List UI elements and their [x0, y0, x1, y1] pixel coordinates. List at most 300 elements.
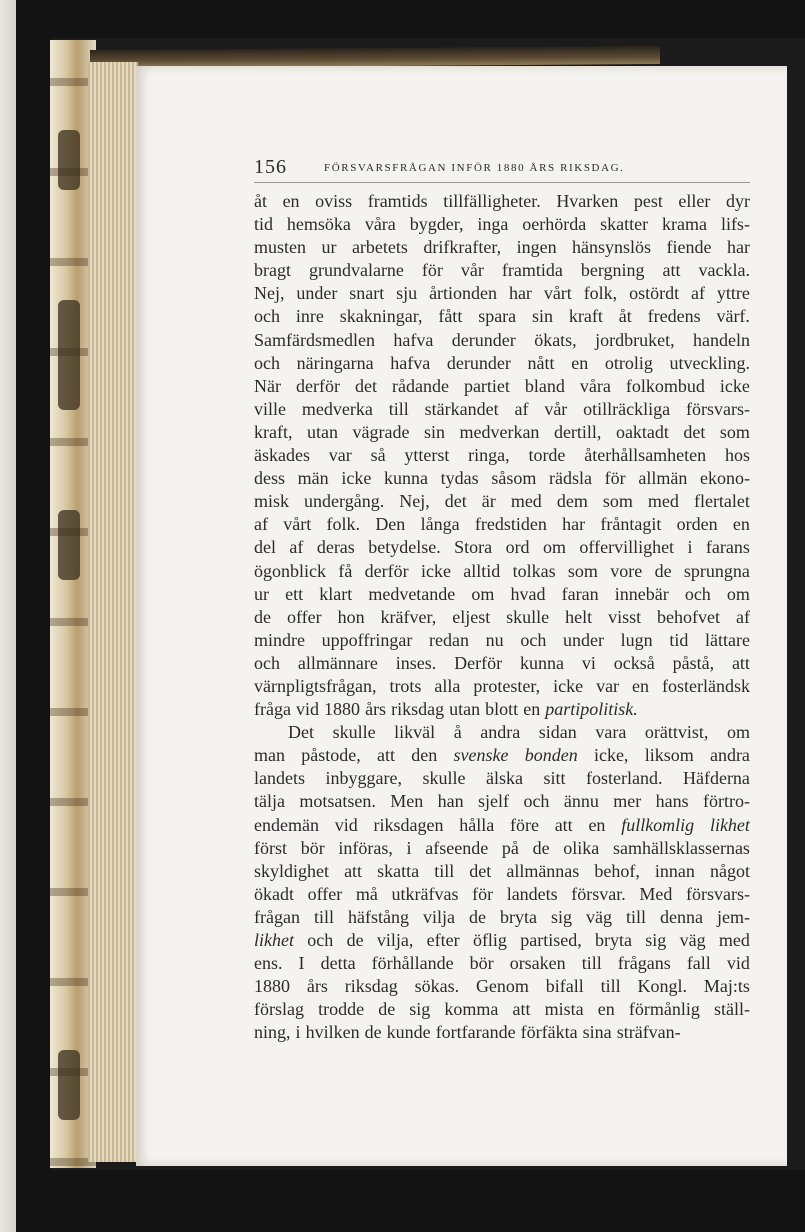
word: och — [254, 652, 280, 673]
word: folk, — [583, 283, 618, 304]
word: vid — [726, 953, 750, 974]
word: har — [562, 514, 586, 535]
word: icke — [719, 375, 750, 396]
word: vi — [581, 652, 596, 673]
word: redan — [429, 629, 469, 650]
word: partised, — [520, 930, 582, 950]
text-line — [254, 952, 750, 975]
word: vårt — [283, 514, 312, 535]
word: påstå, — [672, 652, 715, 673]
word: ord — [505, 537, 530, 558]
word: trodde — [318, 999, 365, 1020]
word: tydas — [440, 468, 479, 489]
word: icke — [553, 675, 584, 696]
word: drifkrafter, — [423, 237, 502, 258]
word: före — [509, 814, 539, 835]
word: de — [378, 999, 396, 1020]
word: värnpligtsfrågan, — [254, 675, 377, 696]
word: sin — [423, 421, 445, 442]
word: bifall — [545, 976, 584, 997]
word: i — [295, 1022, 301, 1043]
word: de — [346, 930, 364, 950]
word: har — [508, 283, 532, 304]
word: fredstiden — [474, 514, 547, 535]
word: så — [370, 445, 386, 466]
word: till — [581, 953, 602, 974]
word: misk — [254, 491, 290, 512]
word: afseende — [425, 837, 489, 858]
word: ställ- — [713, 999, 750, 1020]
word: å — [453, 722, 462, 743]
word: sin — [532, 306, 554, 327]
text-line — [254, 305, 750, 328]
word: allmän — [638, 468, 688, 489]
word: kunde — [386, 1022, 431, 1043]
word: oerhörda — [522, 214, 587, 235]
text-line — [254, 814, 750, 837]
word: ville — [254, 398, 286, 419]
word: skakningar, — [339, 306, 423, 327]
word: innan — [654, 860, 695, 881]
word: denna — [659, 906, 703, 927]
word: vackla. — [698, 260, 750, 281]
word: snart — [349, 283, 385, 304]
word: af — [735, 606, 750, 627]
word: jem- — [716, 906, 750, 927]
word: för — [472, 883, 494, 904]
word: den — [411, 745, 438, 766]
word: protester, — [473, 675, 541, 696]
text-line — [254, 767, 750, 790]
word: undergång. — [304, 491, 385, 512]
word: näringarna — [296, 352, 374, 373]
text-line — [254, 744, 750, 767]
word: otrolig — [604, 352, 653, 373]
word: När — [254, 375, 281, 396]
word: rådande — [391, 375, 449, 396]
word: Nej, — [254, 283, 285, 304]
word: hålla — [459, 814, 495, 835]
word: liksom — [644, 745, 694, 766]
word: sträfvan- — [616, 1022, 681, 1043]
word: våra — [364, 214, 396, 235]
word: offer — [307, 883, 343, 904]
page-edges — [88, 62, 138, 1162]
word: hans — [655, 791, 689, 812]
word: de — [364, 1022, 382, 1043]
word: det — [683, 421, 706, 442]
word: 1880 — [324, 699, 361, 720]
word: det — [354, 375, 377, 396]
word: farans — [705, 537, 750, 558]
text-line — [254, 329, 750, 352]
word: utveckling. — [669, 352, 750, 373]
word: försvars- — [686, 883, 750, 904]
word: oviss — [315, 191, 353, 211]
word: ökats, — [534, 329, 577, 350]
word: hemsöka — [286, 214, 351, 235]
word: offer — [286, 606, 322, 627]
word: i — [687, 537, 693, 558]
word: han — [437, 791, 464, 812]
word: skyldighet — [254, 860, 329, 881]
word: frågans — [617, 953, 671, 974]
word: ett — [285, 583, 304, 604]
text-line — [254, 490, 750, 513]
word: årtionden — [429, 283, 498, 304]
word: Den — [375, 514, 406, 535]
word: Med — [639, 883, 673, 904]
text-line — [254, 421, 750, 444]
word: sitt — [543, 768, 566, 789]
text-line — [254, 444, 750, 467]
word: Nej, — [399, 491, 430, 512]
word: alltid — [463, 560, 501, 581]
word: frågan — [254, 906, 300, 927]
word: sju — [396, 283, 418, 304]
text-line — [254, 513, 750, 536]
word: de — [254, 606, 271, 627]
word: andra — [480, 722, 521, 743]
word: mista — [544, 999, 584, 1020]
word: likväl — [394, 722, 436, 743]
text-line — [254, 583, 750, 606]
word: helt — [565, 606, 593, 627]
word: framtids — [367, 191, 428, 211]
text-line — [254, 652, 750, 675]
word: en — [632, 675, 650, 696]
word: tillfälligheter. — [443, 191, 541, 211]
page-number: 156 — [254, 156, 287, 178]
word: derför — [364, 560, 409, 581]
word: och — [523, 791, 550, 812]
word: fredens — [647, 306, 701, 327]
word: olika — [563, 837, 600, 858]
word: ens. — [254, 953, 283, 974]
word: skulle — [506, 606, 550, 627]
word: trots — [389, 675, 422, 696]
word: yttre — [716, 283, 750, 304]
word: som — [719, 421, 750, 442]
word: förhållande — [371, 953, 454, 974]
word: endemän — [254, 814, 319, 835]
word: och — [254, 306, 280, 327]
word: kraft, — [254, 421, 293, 442]
word: likhet — [254, 930, 294, 950]
word: inga — [477, 214, 509, 235]
word: man — [254, 745, 285, 766]
word: påstode, — [301, 745, 361, 766]
word: med — [647, 491, 679, 512]
word: häfstång — [347, 906, 409, 927]
word: vid — [334, 814, 358, 835]
word: riksdagen — [373, 814, 444, 835]
word: faran — [561, 583, 599, 604]
running-head-title: FÖRSVARSFRÅGAN INFÖR 1880 ÅRS RIKSDAG. — [324, 162, 625, 174]
word: till — [625, 906, 646, 927]
word: till — [434, 860, 455, 881]
word: om — [726, 583, 750, 604]
word: är — [481, 491, 496, 512]
word: fått — [438, 306, 463, 327]
word: att — [512, 999, 531, 1020]
word: en — [523, 699, 541, 720]
word: var — [328, 445, 352, 466]
word: vägrade — [352, 421, 410, 442]
word: ögonblick — [254, 560, 326, 581]
word: samhällsklassernas — [612, 837, 750, 858]
word: dertill, — [553, 421, 602, 442]
word: inses. — [395, 652, 437, 673]
word: kräfver, — [380, 606, 437, 627]
word: Det — [288, 722, 314, 743]
word: innebär — [614, 583, 669, 604]
text-line — [254, 975, 750, 998]
word: efter — [426, 930, 460, 950]
word: öflig — [472, 930, 507, 950]
word: med — [510, 491, 542, 512]
word: betydelse. — [368, 537, 441, 558]
word: åt — [618, 306, 632, 327]
word: eller — [678, 191, 711, 211]
word: Samfärdsmedlen — [254, 329, 375, 350]
word: orättvist, — [644, 722, 709, 743]
word: under — [296, 283, 338, 304]
word: musten — [254, 237, 306, 258]
word: kunna — [519, 652, 564, 673]
word: att — [731, 652, 750, 673]
word: Genom — [475, 976, 529, 997]
word: offervillighet — [579, 537, 675, 558]
word: införas, — [338, 837, 393, 858]
word: medverkan — [459, 421, 540, 442]
word: med — [718, 930, 750, 950]
word: fråntagit — [600, 514, 662, 535]
word: skulle — [422, 768, 466, 789]
word: skulle — [332, 722, 376, 743]
word: bonden — [524, 745, 578, 766]
word: klart — [319, 583, 353, 604]
word: nått — [527, 352, 555, 373]
word: lugn — [620, 629, 653, 650]
word: försvars- — [686, 398, 750, 419]
word: ur — [254, 583, 269, 604]
word: sig — [645, 930, 667, 950]
word: Stora — [454, 537, 493, 558]
word: ur — [321, 237, 337, 258]
word: folk. — [326, 514, 361, 535]
word: bör — [300, 837, 325, 858]
word: män — [297, 468, 329, 489]
word: allmännas — [506, 860, 580, 881]
word: fall — [686, 953, 711, 974]
word: hafva — [393, 329, 434, 350]
word: bland — [524, 375, 565, 396]
word: en — [732, 514, 750, 535]
word: och — [684, 583, 711, 604]
word: icke — [341, 468, 372, 489]
word: bygder, — [409, 214, 464, 235]
word: nu — [485, 629, 504, 650]
word: derunder — [446, 352, 511, 373]
word: detta — [320, 953, 356, 974]
word: derför — [295, 375, 340, 396]
word: våra — [579, 375, 611, 396]
word: hvilken — [305, 1022, 360, 1043]
text-line — [254, 698, 750, 721]
word: eljest — [452, 606, 491, 627]
word: partipolitisk. — [545, 699, 638, 720]
word: Men — [390, 791, 424, 812]
word: lättare — [705, 629, 750, 650]
text-line — [254, 190, 750, 213]
word: 1880 — [254, 976, 290, 997]
text-line — [254, 721, 750, 744]
running-head — [254, 156, 754, 182]
word: blott — [485, 699, 519, 720]
word: landets — [254, 768, 305, 789]
word: mer — [613, 791, 642, 812]
word: fiende — [666, 237, 712, 258]
word: Maj:ts — [703, 976, 750, 997]
word: förfäkta — [520, 1022, 578, 1043]
word: utkräfvas — [391, 883, 459, 904]
word: vara — [595, 722, 627, 743]
word: krama — [662, 214, 708, 235]
word: en — [282, 191, 300, 211]
word: till — [313, 906, 334, 927]
word: till — [600, 976, 621, 997]
word: sidan — [538, 722, 577, 743]
text-line — [254, 837, 750, 860]
word: inre — [295, 306, 324, 327]
word: pest — [633, 191, 663, 211]
word: icke, — [593, 745, 629, 766]
word: långa — [420, 514, 460, 535]
word: för — [421, 260, 443, 281]
word: att — [554, 814, 573, 835]
word: ringa, — [468, 445, 510, 466]
word: att — [662, 260, 681, 281]
word: kraft — [568, 306, 603, 327]
word: af — [690, 283, 705, 304]
word: försvar. — [571, 883, 626, 904]
text-line — [254, 629, 750, 652]
word: del — [254, 537, 276, 558]
text-line — [254, 213, 750, 236]
word: älska — [485, 768, 523, 789]
word: deras — [316, 537, 355, 558]
word: vid — [296, 699, 320, 720]
body-text — [254, 190, 750, 1044]
word: till — [388, 398, 409, 419]
word: bergning — [580, 260, 645, 281]
text-line — [254, 998, 750, 1021]
word: stärkandet — [424, 398, 499, 419]
word: arbetets — [351, 237, 408, 258]
word: ännu — [563, 791, 599, 812]
word: i — [406, 837, 412, 858]
word: hos — [724, 445, 750, 466]
word: förslag — [254, 999, 304, 1020]
word: handeln — [693, 329, 750, 350]
text-line — [254, 259, 750, 282]
word: utan — [306, 421, 338, 442]
word: otillräckliga — [583, 398, 671, 419]
word: de — [468, 906, 486, 927]
word: sökas. — [414, 976, 460, 997]
word: tolkas — [512, 560, 556, 581]
word: och — [307, 930, 334, 950]
word: Hvarken — [556, 191, 619, 211]
word: förmånlig — [628, 999, 700, 1020]
text-line — [254, 860, 750, 883]
word: något — [709, 860, 750, 881]
word: derunder — [451, 329, 516, 350]
word: tid — [669, 629, 689, 650]
spine-stain — [58, 510, 80, 580]
word: tid — [254, 214, 274, 235]
word: först — [254, 837, 287, 858]
word: att — [376, 745, 395, 766]
word: att — [344, 860, 363, 881]
word: inbyggare, — [325, 768, 402, 789]
word: och — [254, 352, 280, 373]
word: ostördt — [629, 283, 680, 304]
word: om — [726, 722, 750, 743]
word: dess — [254, 468, 285, 489]
word: motsatsen. — [299, 791, 376, 812]
word: af — [514, 398, 529, 419]
word: det — [444, 491, 467, 512]
word: äskades — [254, 445, 310, 466]
word: och — [520, 629, 547, 650]
word: en — [571, 352, 589, 373]
word: vilja — [422, 906, 455, 927]
word: sina — [582, 1022, 612, 1043]
word: också — [613, 652, 655, 673]
text-line — [254, 606, 750, 629]
word: hänsynslös — [572, 237, 652, 258]
spine-stain — [58, 1050, 80, 1120]
word: ekono- — [700, 468, 750, 489]
text-line — [254, 375, 750, 398]
word: värf. — [716, 306, 750, 327]
word: riksdag — [391, 699, 445, 720]
text-line — [254, 536, 750, 559]
word: vår — [544, 398, 568, 419]
word: mindre — [254, 629, 305, 650]
word: riksdag — [344, 976, 398, 997]
text-line — [254, 790, 750, 813]
word: utan — [449, 699, 481, 720]
word: såsom — [491, 468, 537, 489]
word: svenske — [453, 745, 509, 766]
word: det — [469, 860, 492, 881]
word: jordbruket, — [595, 329, 675, 350]
word: bragt — [254, 260, 291, 281]
text-line — [254, 1021, 750, 1044]
word: kunna — [384, 468, 428, 489]
word: grundvalarne — [308, 260, 404, 281]
word: må — [355, 883, 378, 904]
word: tälja — [254, 791, 285, 812]
word: I — [298, 953, 305, 974]
word: af — [254, 514, 268, 535]
word: partiet — [463, 375, 510, 396]
word: återhållsamheten — [584, 445, 707, 466]
word: af — [289, 537, 304, 558]
